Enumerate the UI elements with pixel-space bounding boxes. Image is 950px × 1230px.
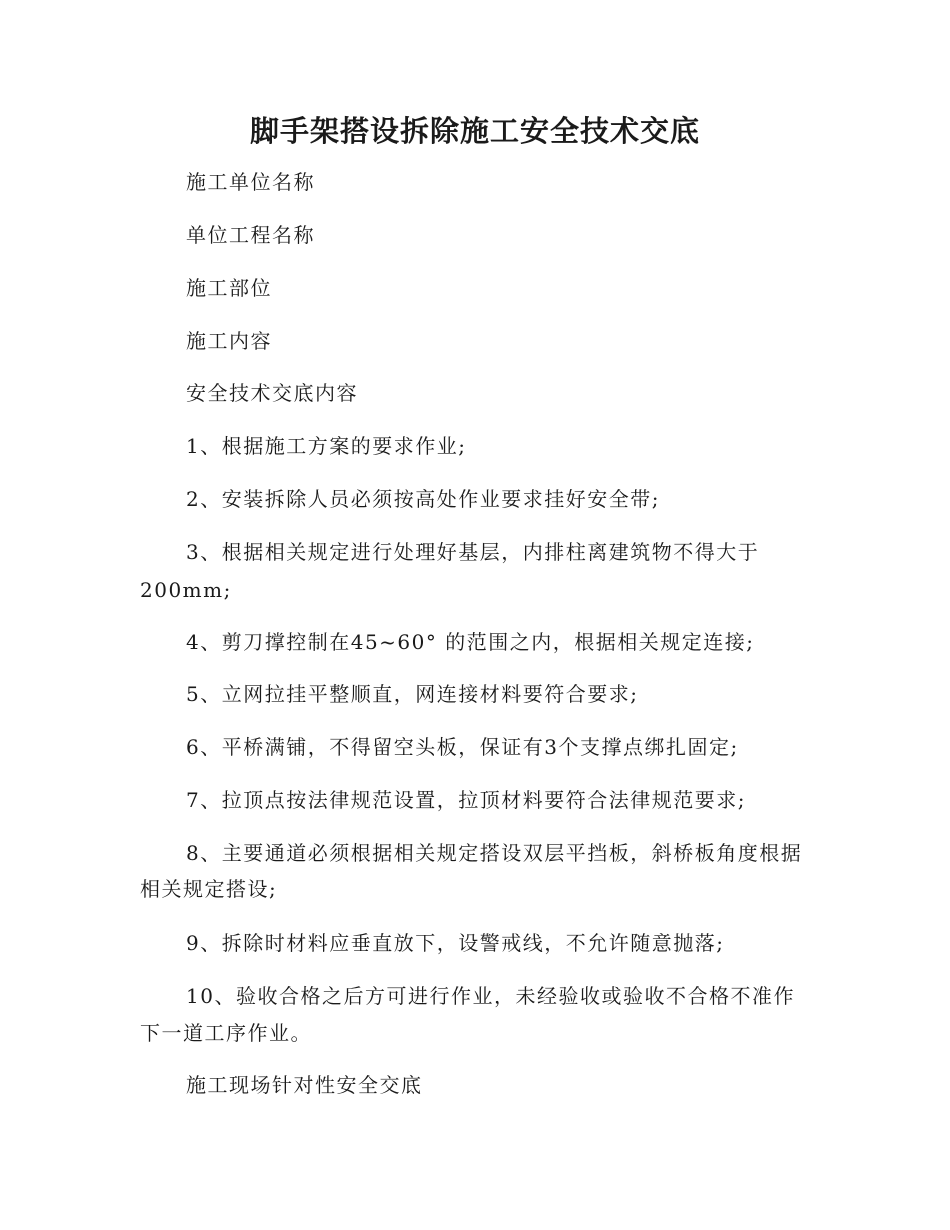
list-item-2: 2、安装拆除人员必须按高处作业要求挂好安全带; xyxy=(186,487,660,511)
list-item-10-line-2: 下一道工序作业。 xyxy=(140,1021,312,1045)
document-title: 脚手架搭设拆除施工安全技术交底 xyxy=(249,114,700,148)
footer-section-label: 施工现场针对性安全交底 xyxy=(186,1073,423,1097)
list-item-4: 4、剪刀撑控制在45~60° 的范围之内，根据相关规定连接; xyxy=(186,630,755,654)
list-item-9: 9、拆除时材料应垂直放下，设警戒线，不允许随意抛落; xyxy=(186,931,725,955)
list-item-8-line-2: 相关规定搭设; xyxy=(140,877,278,901)
list-item-6: 6、平桥满铺，不得留空头板，保证有3个支撑点绑扎固定; xyxy=(186,735,739,759)
list-item-7: 7、拉顶点按法律规范设置，拉顶材料要符合法律规范要求; xyxy=(186,788,746,812)
field-safety-content: 安全技术交底内容 xyxy=(186,381,358,405)
field-project-name: 单位工程名称 xyxy=(186,223,315,247)
field-content: 施工内容 xyxy=(186,329,272,353)
list-item-10-line-1: 10、验收合格之后方可进行作业，未经验收或验收不合格不准作 xyxy=(186,984,795,1008)
list-item-8-line-1: 8、主要通道必须根据相关规定搭设双层平挡板，斜桥板角度根据 xyxy=(186,841,803,865)
field-unit-name: 施工单位名称 xyxy=(186,170,315,194)
field-location: 施工部位 xyxy=(186,276,272,300)
list-item-5: 5、立网拉挂平整顺直，网连接材料要符合要求; xyxy=(186,682,639,706)
list-item-1: 1、根据施工方案的要求作业; xyxy=(186,434,467,458)
list-item-3-line-2: 200mm; xyxy=(140,578,232,602)
list-item-3-line-1: 3、根据相关规定进行处理好基层，内排柱离建筑物不得大于 xyxy=(186,540,760,564)
